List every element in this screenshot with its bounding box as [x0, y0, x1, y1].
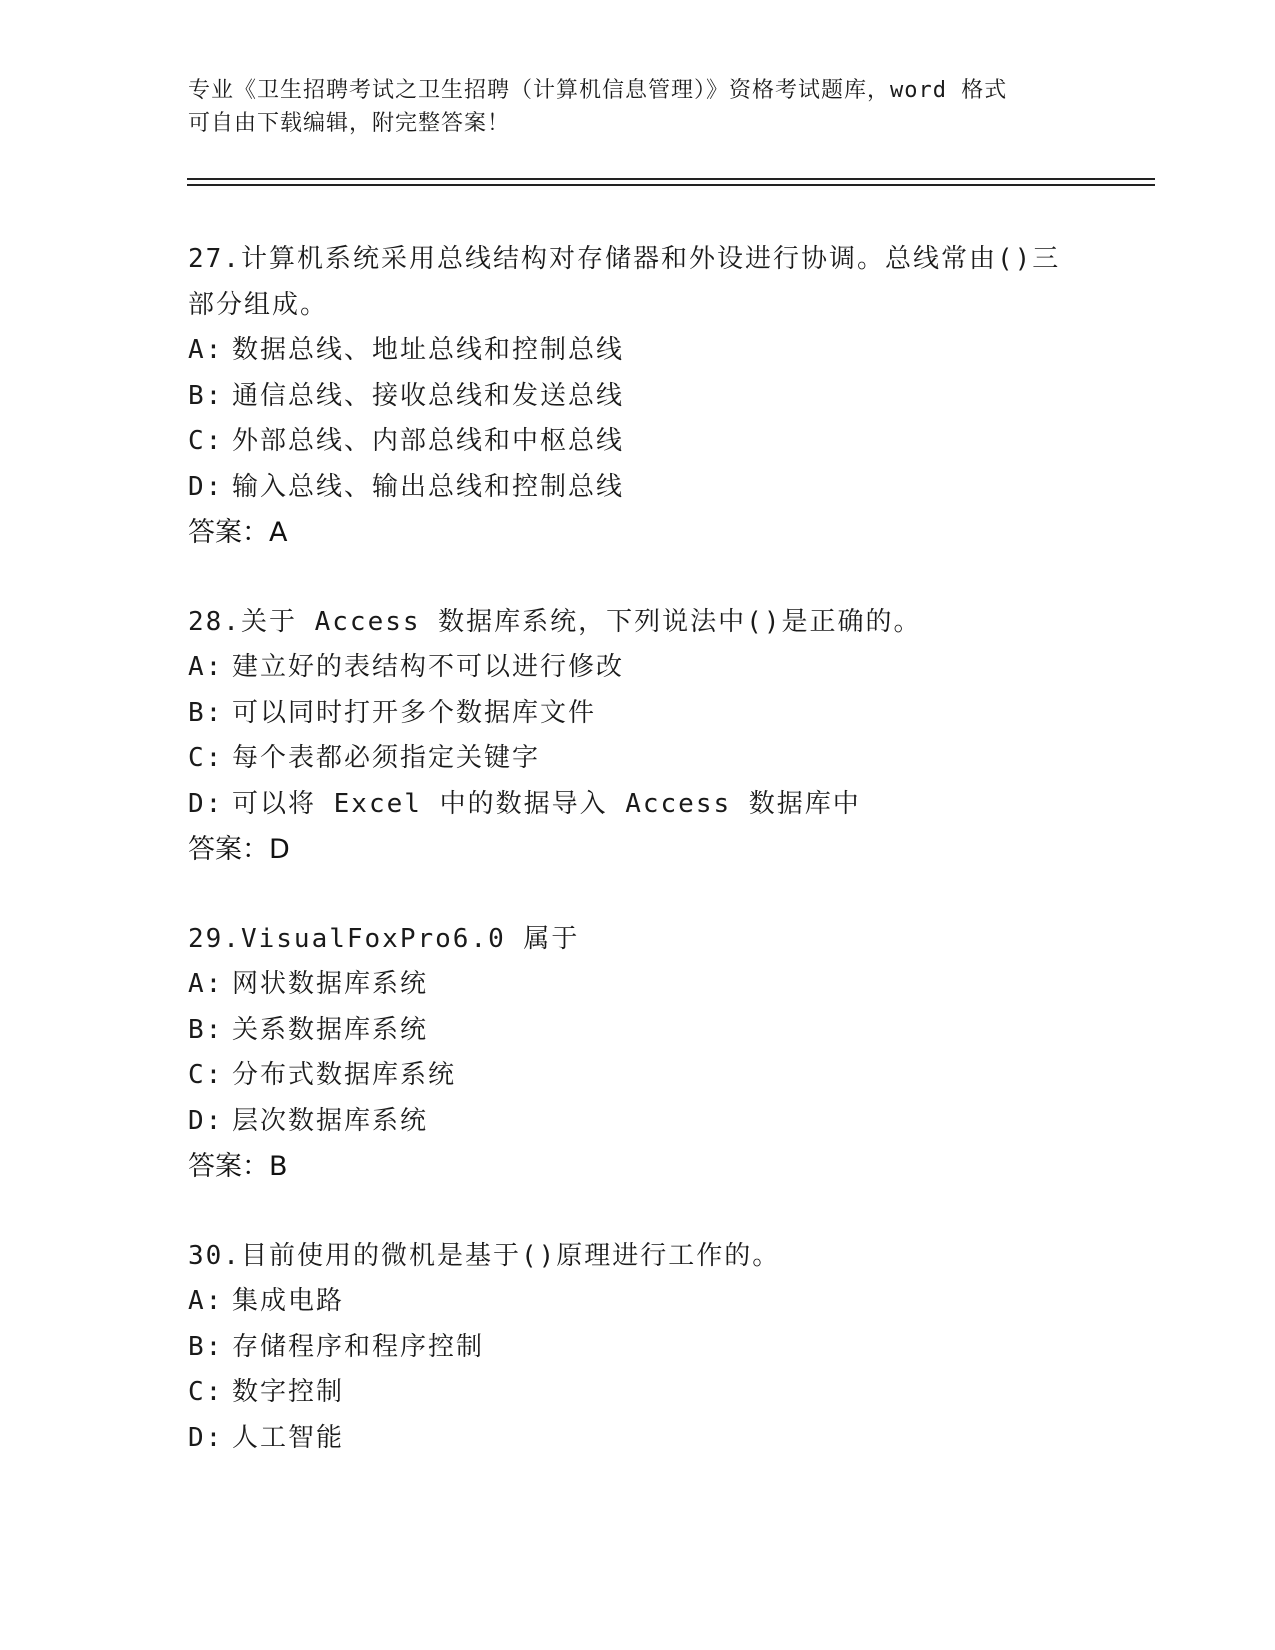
option-c	[188, 419, 1088, 465]
option-letter: B:	[188, 1331, 224, 1362]
answer-line: 答案：A	[188, 517, 288, 548]
header-divider-top	[187, 178, 1155, 180]
question-stem-line: 27.计算机系统采用总线结构对存储器和外设进行协调。总线常由()三	[188, 244, 1061, 274]
answer-line: 答案：D	[188, 834, 290, 865]
answer-line: 答案：B	[188, 1151, 288, 1182]
option-b	[188, 374, 1088, 420]
question-29	[188, 917, 1088, 1190]
option-text: 外部总线、内部总线和中枢总线	[232, 426, 625, 456]
option-letter: C:	[188, 1377, 224, 1407]
question-28	[188, 600, 1088, 873]
document-header	[188, 74, 1088, 140]
option-a	[188, 645, 1088, 691]
option-letter: A:	[188, 1286, 224, 1316]
option-letter: C:	[188, 426, 224, 456]
option-d	[188, 782, 1088, 828]
option-text: 集成电路	[232, 1286, 345, 1316]
option-text: 输入总线、输出总线和控制总线	[232, 471, 625, 502]
option-letter: D:	[188, 471, 224, 502]
option-text: 存储程序和程序控制	[232, 1331, 485, 1362]
header-divider-bottom	[187, 184, 1155, 186]
option-text: 网状数据库系统	[232, 969, 429, 999]
question-30	[188, 1234, 1088, 1462]
option-text: 建立好的表结构不可以进行修改	[232, 652, 625, 682]
option-text: 分布式数据库系统	[232, 1060, 457, 1090]
option-letter: D:	[188, 1422, 224, 1453]
option-c	[188, 736, 1088, 782]
option-d	[188, 465, 1088, 511]
option-text: 数据总线、地址总线和控制总线	[232, 335, 625, 365]
header-line-2: 可自由下载编辑，附完整答案！	[188, 111, 511, 136]
option-letter: B:	[188, 697, 224, 728]
question-stem-line: 28.关于 Access 数据库系统，下列说法中()是正确的。	[188, 606, 922, 637]
question-list	[188, 237, 1088, 1505]
question-stem-line: 部分组成。	[188, 289, 329, 320]
option-text: 关系数据库系统	[232, 1014, 429, 1045]
option-a	[188, 962, 1088, 1008]
option-letter: D:	[188, 1105, 224, 1136]
option-letter: A:	[188, 652, 224, 682]
question-27	[188, 237, 1088, 556]
option-letter: C:	[188, 1060, 224, 1090]
question-stem-line: 30.目前使用的微机是基于()原理进行工作的。	[188, 1240, 781, 1271]
option-d	[188, 1099, 1088, 1145]
option-c	[188, 1370, 1088, 1416]
option-a	[188, 328, 1088, 374]
option-text: 层次数据库系统	[232, 1105, 429, 1136]
option-c	[188, 1053, 1088, 1099]
option-text: 可以同时打开多个数据库文件	[232, 697, 597, 728]
option-letter: A:	[188, 969, 224, 999]
option-letter: B:	[188, 380, 224, 411]
option-a	[188, 1279, 1088, 1325]
option-text: 每个表都必须指定关键字	[232, 743, 541, 773]
option-letter: A:	[188, 335, 224, 365]
option-d	[188, 1416, 1088, 1462]
option-text: 通信总线、接收总线和发送总线	[232, 380, 625, 411]
option-b	[188, 1008, 1088, 1054]
option-letter: D:	[188, 788, 224, 819]
option-b	[188, 1325, 1088, 1371]
question-stem-line: 29.VisualFoxPro6.0 属于	[188, 923, 580, 954]
option-text: 数字控制	[232, 1377, 345, 1407]
option-letter: C:	[188, 743, 224, 773]
header-line-1: 专业《卫生招聘考试之卫生招聘（计算机信息管理）》资格考试题库，word 格式	[188, 78, 1008, 103]
option-text: 人工智能	[232, 1422, 345, 1453]
option-b	[188, 691, 1088, 737]
option-letter: B:	[188, 1014, 224, 1045]
option-text: 可以将 Excel 中的数据导入 Access 数据库中	[232, 788, 861, 819]
